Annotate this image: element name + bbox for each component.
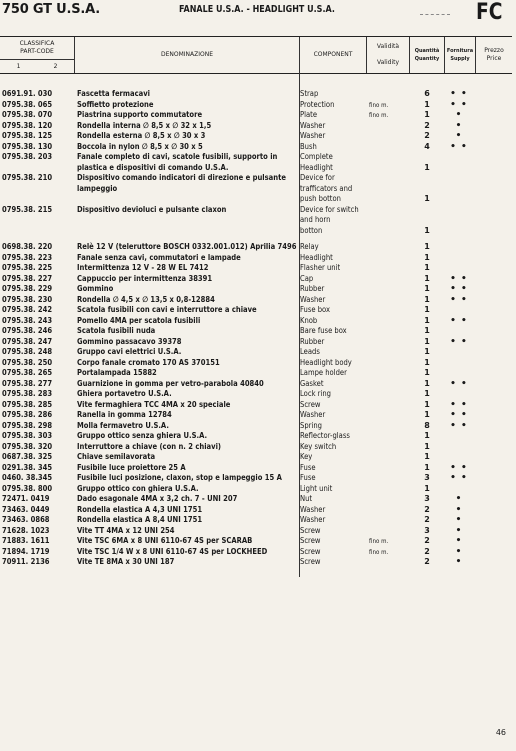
quantity-cell: 1: [424, 368, 430, 377]
description-cell: Scatola fusibili nuda: [77, 326, 156, 335]
description-cell: Corpo fanale cromato 170 AS 370151: [77, 357, 220, 367]
supply-cell: • •: [450, 410, 468, 420]
table-body: [0, 89, 512, 568]
description-cell: Intermittenza 12 V - 28 W EL 7412: [77, 263, 209, 272]
part-code-cell: 0795.38. 229: [2, 284, 53, 293]
table-row: [0, 316, 512, 327]
description-cell: Guarnizione in gomma per vetro-parabola 40840: [77, 378, 264, 388]
supply-cell: • •: [450, 473, 468, 483]
part-code-sub-2: 2: [53, 63, 58, 70]
component-cell: Cap: [300, 273, 314, 283]
validity-cell: fino m.: [369, 111, 389, 119]
table-row: [0, 194, 512, 205]
description-cell: Rondella elastica A 8,4 UNI 1751: [77, 515, 203, 524]
supply-cell: • •: [450, 99, 468, 110]
quantity-cell: 2: [424, 131, 430, 140]
quantity-cell: 2: [424, 504, 430, 514]
component-cell: botton: [300, 225, 323, 235]
part-code-cell: 0795.38. 265: [2, 368, 53, 377]
component-cell: push botton: [300, 194, 341, 203]
component-cell: Strap: [300, 89, 319, 98]
part-code-cell: 0795.38. 242: [2, 305, 53, 314]
part-code-cell: 0795.38. 243: [2, 315, 53, 325]
table-row: [0, 253, 512, 264]
parts-table: [0, 36, 512, 568]
table-row: [0, 110, 512, 121]
part-code-cell: 71883. 1611: [2, 536, 50, 545]
table-row: [0, 557, 512, 568]
component-cell: Nut: [300, 494, 313, 503]
component-cell: Bush: [300, 141, 317, 151]
description-cell: Chiave semilavorata: [77, 452, 156, 461]
quantity-cell: 1: [424, 305, 430, 314]
component-cell: Flasher unit: [300, 263, 341, 272]
part-code-cell: 0698.38. 220: [2, 242, 53, 251]
table-row: [0, 226, 512, 237]
supply-cell: • •: [450, 141, 468, 152]
quantity-cell: 1: [424, 399, 430, 409]
description-cell: Rondella elastica A 4,3 UNI 1751: [77, 504, 203, 514]
component-cell: Screw: [300, 557, 321, 566]
table-row: [0, 337, 512, 348]
component-cell: Screw: [300, 536, 321, 545]
part-code-cell: 0795.38. 120: [2, 120, 53, 130]
quantity-cell: 1: [424, 110, 430, 119]
component-cell: trafficators and: [300, 183, 353, 193]
component-cell: Washer: [300, 504, 326, 514]
component-cell: Reflector-glass: [300, 431, 350, 440]
supply-cell: • •: [450, 284, 468, 294]
part-code-cell: 0795.38. 125: [2, 131, 53, 140]
component-cell: Washer: [300, 131, 326, 140]
table-row: [0, 263, 512, 274]
quantity-cell: 4: [424, 141, 430, 151]
description-cell: lampeggio: [77, 183, 118, 193]
table-row: [0, 347, 512, 358]
description-cell: Dado esagonale 4MA x 3,2 ch. 7 - UNI 207: [77, 494, 238, 503]
part-code-cell: 0687.38. 325: [2, 452, 53, 461]
quantity-cell: 3: [424, 525, 430, 535]
quantity-cell: 1: [424, 483, 430, 493]
supply-cell: • •: [450, 462, 468, 473]
table-row: [0, 142, 512, 153]
supply-cell: •: [455, 525, 463, 536]
table-row: [0, 442, 512, 453]
description-cell: Vite fermaghiera TCC 4MA x 20 speciale: [77, 399, 231, 409]
table-row: [0, 536, 512, 547]
col-part-code: CLASSIFICA PART-CODE: [19, 40, 55, 55]
component-cell: Device for switch: [300, 204, 359, 214]
description-cell: Cappuccio per intermittenza 38391: [77, 273, 213, 283]
table-row: [0, 184, 512, 195]
description-cell: Boccola in nylon ∅ 8,5 x ∅ 30 x 5: [77, 141, 203, 151]
description-cell: Fanale senza cavi, commutatori e lampade: [77, 252, 241, 262]
description-cell: Scatola fusibili con cavi e interruttore a chiave: [77, 305, 257, 314]
component-cell: Rubber: [300, 336, 325, 346]
description-cell: Molla fermavetro U.S.A.: [77, 420, 169, 430]
description-cell: Piastrina supporto commutatore: [77, 110, 203, 119]
quantity-cell: 1: [424, 357, 430, 367]
description-cell: Gommino: [77, 284, 114, 293]
description-cell: Interruttore a chiave (con n. 2 chiavi): [77, 441, 222, 451]
table-row: [0, 463, 512, 474]
part-code-cell: 0291.38. 345: [2, 462, 53, 472]
table-row: [0, 431, 512, 442]
supply-cell: • •: [450, 399, 468, 410]
supply-cell: •: [455, 546, 463, 557]
part-code-cell: 0460. 38.345: [2, 473, 53, 482]
table-row: [0, 494, 512, 505]
supply-cell: • •: [450, 294, 468, 305]
quantity-cell: 3: [424, 473, 430, 482]
table-row: [0, 368, 512, 379]
part-code-cell: 0795.38. 230: [2, 294, 53, 304]
description-cell: Ranella in gomma 12784: [77, 410, 172, 419]
description-cell: Fusibile luci posizione, claxon, stop e lampeggio 15 A: [77, 473, 282, 482]
component-cell: Knob: [300, 315, 318, 325]
part-code-cell: 0795.38. 223: [2, 252, 53, 262]
table-row: [0, 400, 512, 411]
table-row: [0, 100, 512, 111]
part-code-cell: 0795.38. 277: [2, 378, 53, 388]
section-title: FANALE U.S.A. - HEADLIGHT U.S.A.: [179, 4, 335, 15]
validity-cell: fino m.: [369, 100, 389, 109]
part-code-cell: 0795.38. 298: [2, 420, 53, 430]
table-row: [0, 295, 512, 306]
component-cell: Relay: [300, 242, 319, 251]
component-cell: Fuse: [300, 473, 316, 482]
description-cell: Vite TT 4MA x 12 UNI 254: [77, 525, 175, 535]
component-cell: Washer: [300, 410, 326, 419]
table-row: [0, 131, 512, 142]
quantity-cell: 1: [424, 225, 430, 235]
supply-cell: •: [455, 110, 463, 120]
description-cell: Vite TSC 1/4 W x 8 UNI 6110-67 4S per LOCKHEED: [77, 546, 268, 556]
table-row: [0, 452, 512, 463]
supply-cell: • •: [450, 378, 468, 389]
part-code-cell: 0795.38. 227: [2, 273, 53, 283]
component-cell: Protection: [300, 99, 335, 109]
quantity-cell: 6: [424, 89, 430, 98]
part-code-cell: 0795.38. 070: [2, 110, 53, 119]
description-cell: Gruppo ottico senza ghiera U.S.A.: [77, 431, 208, 440]
col-validity: Validità Validity: [376, 43, 400, 66]
component-cell: Lock ring: [300, 389, 331, 398]
component-cell: Gasket: [300, 378, 324, 388]
supply-cell: • •: [450, 315, 468, 326]
quantity-cell: 1: [424, 273, 430, 283]
description-cell: Fascetta fermacavi: [77, 89, 150, 98]
description-cell: Dispositivo comando indicatori di direzione e pulsante: [77, 173, 286, 182]
description-cell: Gruppo ottico con ghiera U.S.A.: [77, 483, 199, 493]
part-code-cell: 72471. 0419: [2, 494, 50, 503]
part-code-cell: 0795.38. 225: [2, 263, 53, 272]
component-cell: Complete: [300, 152, 333, 161]
col-quantity: Quantità Quantity: [414, 48, 440, 62]
quantity-cell: 1: [424, 242, 430, 251]
supply-cell: • •: [450, 336, 468, 347]
validity-cell: fino m.: [369, 537, 389, 545]
component-cell: Lampe holder: [300, 368, 347, 377]
supply-cell: •: [455, 131, 463, 141]
description-cell: Rondella interna ∅ 8,5 x ∅ 32 x 1,5: [77, 120, 212, 130]
part-code-cell: 0795.38. 320: [2, 441, 53, 451]
part-code-cell: 73463. 0868: [2, 515, 50, 524]
supply-cell: • •: [450, 89, 468, 99]
component-cell: Washer: [300, 515, 326, 524]
table-row: [0, 163, 512, 174]
quantity-cell: 1: [424, 315, 430, 325]
part-code-cell: 0795.38. 248: [2, 347, 53, 356]
supply-cell: • •: [450, 273, 468, 284]
table-row: [0, 284, 512, 295]
supply-cell: •: [455, 494, 463, 504]
table-row: [0, 173, 512, 184]
part-code-cell: 0795.38. 210: [2, 173, 53, 182]
description-cell: Gruppo cavi elettrici U.S.A.: [77, 347, 182, 356]
quantity-cell: 1: [424, 162, 430, 172]
table-row: [0, 89, 512, 100]
header-dash-rule: [420, 14, 450, 15]
component-cell: Fuse box: [300, 305, 331, 314]
quantity-cell: 1: [424, 336, 430, 346]
table-row: [0, 389, 512, 400]
quantity-cell: 2: [424, 546, 430, 556]
col-price: Prezzo Price: [484, 47, 504, 62]
quantity-cell: 8: [424, 420, 430, 430]
component-cell: Light unit: [300, 483, 333, 493]
part-code-cell: 0691.91. 030: [2, 89, 53, 98]
table-row: [0, 505, 512, 516]
table-row: [0, 152, 512, 163]
description-cell: Ghiera portavetro U.S.A.: [77, 389, 172, 398]
supply-cell: • •: [450, 420, 468, 431]
part-code-cell: 0795.38. 283: [2, 389, 53, 398]
part-code-cell: 0795.38. 286: [2, 410, 53, 419]
component-cell: Washer: [300, 294, 326, 304]
table-row: [0, 205, 512, 216]
quantity-cell: 1: [424, 378, 430, 388]
quantity-cell: 1: [424, 252, 430, 262]
component-cell: Rubber: [300, 284, 325, 293]
part-code-cell: 0795.38. 215: [2, 204, 53, 214]
part-code-cell: 0795.38. 130: [2, 141, 53, 151]
quantity-cell: 2: [424, 536, 430, 545]
quantity-cell: 2: [424, 120, 430, 130]
model-title: 750 GT U.S.A.: [2, 2, 100, 17]
component-cell: Fuse: [300, 462, 316, 472]
component-cell: Headlight body: [300, 357, 352, 367]
supply-cell: •: [455, 557, 463, 567]
table-row: [0, 274, 512, 285]
description-cell: Fusibile luce proiettore 25 A: [77, 462, 186, 472]
table-row: [0, 379, 512, 390]
component-cell: Screw: [300, 399, 321, 409]
part-code-cell: 0795.38. 203: [2, 152, 53, 161]
table-row: [0, 242, 512, 253]
quantity-cell: 1: [424, 452, 430, 461]
component-cell: Spring: [300, 420, 322, 430]
section-code: FC: [476, 0, 503, 25]
component-cell: Bare fuse box: [300, 326, 347, 335]
quantity-cell: 1: [424, 263, 430, 272]
description-cell: Portalampada 15882: [77, 368, 157, 377]
page-number: 46: [495, 728, 506, 737]
description-cell: Gommino passacavo 39378: [77, 336, 182, 346]
part-code-cell: 70911. 2136: [2, 557, 50, 566]
component-cell: Key: [300, 452, 313, 461]
quantity-cell: 1: [424, 294, 430, 304]
table-row: [0, 358, 512, 369]
quantity-cell: 1: [424, 410, 430, 419]
table-row: [0, 326, 512, 337]
component-cell: Device for: [300, 173, 335, 182]
table-row: [0, 421, 512, 432]
table-row: [0, 526, 512, 537]
table-row: [0, 215, 512, 226]
component-cell: Headlight: [300, 252, 333, 262]
quantity-cell: 2: [424, 515, 430, 524]
description-cell: Pomello 4MA per scatola fusibili: [77, 315, 201, 325]
description-cell: Rondella ∅ 4,5 x ∅ 13,5 x 0,8-12884: [77, 294, 215, 304]
component-cell: and horn: [300, 215, 331, 224]
quantity-cell: 3: [424, 494, 430, 503]
description-cell: Relè 12 V (teleruttore BOSCH 0332.001.012) Aprilia 7496: [77, 242, 297, 251]
supply-cell: •: [455, 120, 463, 131]
quantity-cell: 1: [424, 284, 430, 293]
component-cell: Headlight: [300, 162, 333, 172]
validity-cell: fino m.: [369, 547, 389, 556]
col-description: DENOMINAZIONE: [160, 51, 214, 58]
table-row: [0, 484, 512, 495]
part-code-cell: 73463. 0449: [2, 504, 50, 514]
part-code-cell: 71628. 1023: [2, 525, 50, 535]
component-cell: Washer: [300, 120, 326, 130]
quantity-cell: 1: [424, 99, 430, 109]
part-code-cell: 0795.38. 250: [2, 357, 53, 367]
description-cell: plastica e dispositivi di comando U.S.A.: [77, 162, 229, 172]
table-row: [0, 473, 512, 484]
table-header: [0, 36, 512, 74]
part-code-cell: 0795.38. 285: [2, 399, 53, 409]
supply-cell: •: [455, 515, 463, 525]
part-code-cell: 0795.38. 246: [2, 326, 53, 335]
supply-cell: •: [455, 536, 463, 546]
quantity-cell: 1: [424, 326, 430, 335]
part-code-cell: 0795.38. 303: [2, 431, 53, 440]
quantity-cell: 1: [424, 194, 430, 203]
quantity-cell: 2: [424, 557, 430, 566]
part-code-cell: 0795.38. 800: [2, 483, 53, 493]
description-cell: Soffietto protezione: [77, 99, 154, 109]
quantity-cell: 1: [424, 462, 430, 472]
col-component: COMPONENT: [313, 51, 353, 58]
table-row: [0, 121, 512, 132]
quantity-cell: 1: [424, 389, 430, 398]
description-cell: Rondella esterna ∅ 8,5 x ∅ 30 x 3: [77, 131, 206, 140]
part-code-cell: 0795.38. 247: [2, 336, 53, 346]
supply-cell: •: [455, 504, 463, 515]
col-supply: Fornitura Supply: [446, 48, 474, 62]
description-cell: Vite TSC 6MA x 8 UNI 6110-67 4S per SCARAB: [77, 536, 253, 545]
quantity-cell: 1: [424, 431, 430, 440]
table-row: [0, 547, 512, 558]
quantity-cell: 1: [424, 347, 430, 356]
component-cell: Screw: [300, 546, 321, 556]
table-row: [0, 305, 512, 316]
part-code-cell: 0795.38. 065: [2, 99, 53, 109]
component-cell: Screw: [300, 525, 321, 535]
component-cell: Plate: [300, 110, 318, 119]
description-cell: Fanale completo di cavi, scatole fusibili, supporto in: [77, 152, 278, 161]
table-row: [0, 515, 512, 526]
component-cell: Leads: [300, 347, 320, 356]
quantity-cell: 1: [424, 441, 430, 451]
table-row: [0, 410, 512, 421]
description-cell: Vite TE 8MA x 30 UNI 187: [77, 557, 175, 566]
description-cell: Dispositivo devioluci e pulsante claxon: [77, 204, 227, 214]
part-code-subheader: [0, 59, 74, 73]
column-rule: [299, 72, 300, 577]
part-code-sub-1: 1: [16, 63, 21, 70]
component-cell: Key switch: [300, 441, 337, 451]
part-code-cell: 71894. 1719: [2, 546, 50, 556]
